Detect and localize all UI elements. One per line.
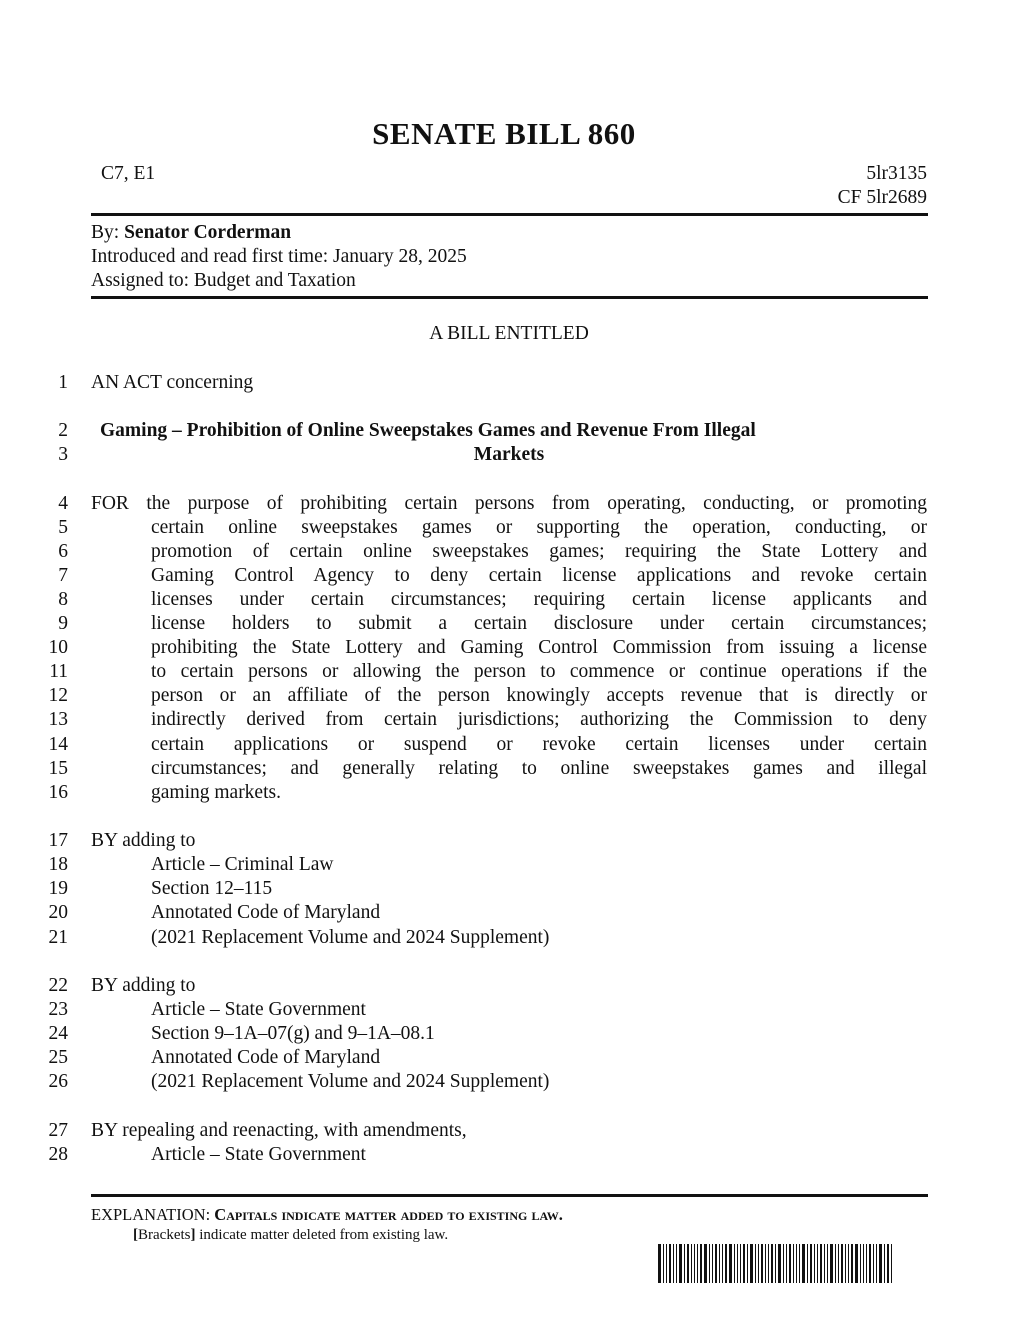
barcode-bar	[879, 1244, 882, 1283]
barcode-bar	[673, 1244, 674, 1283]
line-number: 6	[58, 541, 68, 562]
barcode-bar	[830, 1244, 833, 1283]
barcode-bar	[725, 1244, 727, 1283]
barcode-bar	[697, 1244, 698, 1283]
barcode-bar	[851, 1244, 853, 1283]
barcode	[658, 1244, 904, 1283]
barcode-bar	[884, 1244, 885, 1283]
barcode-bar	[676, 1244, 677, 1283]
bill-title: SENATE BILL 860	[372, 116, 636, 151]
section-item: Section 9–1A–07(g) and 9–1A–08.1	[151, 1023, 435, 1044]
barcode-bar	[775, 1244, 776, 1283]
barcode-bar	[765, 1244, 766, 1283]
barcode-bar	[729, 1244, 732, 1283]
purpose-line: prohibiting the State Lottery and Gaming Control Commission from issuing a license	[151, 637, 927, 658]
barcode-bar	[740, 1244, 741, 1283]
line-number: 26	[48, 1071, 68, 1092]
section-item: Section 12–115	[151, 878, 273, 899]
barcode-bar	[873, 1244, 874, 1283]
brackets-text: indicate matter deleted from existing law.	[195, 1227, 449, 1243]
section-heading: BY adding to	[91, 830, 196, 851]
line-number: 28	[48, 1144, 68, 1165]
line-number: 27	[48, 1120, 68, 1141]
barcode-bar	[747, 1244, 748, 1283]
line-number: 24	[48, 1023, 68, 1044]
section-heading: BY adding to	[91, 975, 196, 996]
section-item: Annotated Code of Maryland	[151, 1047, 381, 1068]
barcode-bar	[715, 1244, 717, 1283]
barcode-bar	[814, 1244, 815, 1283]
barcode-bar	[799, 1244, 800, 1283]
section-item: Article – State Government	[151, 999, 366, 1020]
barcode-bar	[679, 1244, 682, 1283]
barcode-bar	[669, 1244, 671, 1283]
barcode-bar	[722, 1244, 723, 1283]
barcode-bar	[734, 1244, 735, 1283]
barcode-bar	[807, 1244, 808, 1283]
line-number: 14	[48, 734, 68, 755]
line-number: 21	[48, 927, 68, 948]
barcode-bar	[817, 1244, 818, 1283]
line-number: 1	[58, 372, 68, 393]
barcode-bar	[666, 1244, 667, 1283]
barcode-bar	[810, 1244, 812, 1283]
barcode-bar	[827, 1244, 828, 1283]
barcode-bar	[796, 1244, 797, 1283]
section-item: (2021 Replacement Volume and 2024 Supplement)	[151, 927, 550, 948]
assigned-line: Assigned to: Budget and Taxation	[91, 270, 356, 291]
header-rule	[91, 213, 928, 216]
barcode-bar	[841, 1244, 843, 1283]
line-number: 22	[48, 975, 68, 996]
purpose-first-line: FOR the purpose of prohibiting certain persons from operating, conducting, or promoting	[91, 493, 927, 514]
barcode-bar	[838, 1244, 839, 1283]
line-number: 17	[48, 830, 68, 851]
committee-codes: C7, E1	[101, 163, 156, 184]
close-bracket: ]	[190, 1227, 196, 1243]
purpose-line: license holders to submit a certain disclosure under certain circumstances;	[151, 613, 927, 634]
capitals-note: Capitals indicate matter added to existing law.	[214, 1205, 563, 1224]
line-number: 20	[48, 902, 68, 923]
purpose-line: promotion of certain online sweepstakes games; requiring the State Lottery and	[151, 541, 927, 562]
purpose-line: licenses under certain circumstances; requiring certain license applicants and	[151, 589, 927, 610]
barcode-bar	[855, 1244, 858, 1283]
barcode-bar	[876, 1244, 877, 1283]
line-number: 10	[48, 637, 68, 658]
barcode-bar	[866, 1244, 867, 1283]
barcode-bar	[687, 1244, 689, 1283]
purpose-line: certain online sweepstakes games or supporting the operation, conducting, or	[151, 517, 927, 538]
barcode-bar	[786, 1244, 787, 1283]
barcode-bar	[743, 1244, 745, 1283]
line-number: 3	[58, 444, 68, 465]
section-heading: BY repealing and reenacting, with amendments,	[91, 1120, 467, 1141]
section-item: Article – Criminal Law	[151, 854, 334, 875]
barcode-bar	[691, 1244, 692, 1283]
line-number: 9	[58, 613, 68, 634]
line-number: 18	[48, 854, 68, 875]
purpose-line: Gaming Control Agency to deny certain license applications and revoke certain	[151, 565, 927, 586]
barcode-bar	[820, 1244, 822, 1283]
sponsor-rule	[91, 296, 928, 299]
open-bracket: [	[133, 1227, 138, 1243]
line-number: 8	[58, 589, 68, 610]
barcode-bar	[860, 1244, 861, 1283]
line-number: 5	[58, 517, 68, 538]
barcode-bar	[719, 1244, 720, 1283]
barcode-bar	[684, 1244, 685, 1283]
introduced-line: Introduced and read first time: January 28, 2025	[91, 246, 467, 267]
cross-file: CF 5lr2689	[837, 187, 927, 208]
barcode-bar	[704, 1244, 707, 1283]
bill-entitled: A BILL ENTITLED	[429, 323, 589, 344]
bill-id: 5lr3135	[866, 163, 927, 184]
brackets-note	[133, 1227, 448, 1244]
explanation-line	[91, 1205, 563, 1225]
barcode-bar	[758, 1244, 759, 1283]
barcode-bar	[824, 1244, 825, 1283]
barcode-bar	[771, 1244, 773, 1283]
footer-rule	[91, 1194, 928, 1197]
line-number: 12	[48, 685, 68, 706]
sponsor-line	[91, 221, 291, 245]
line-number: 7	[58, 565, 68, 586]
barcode-bar	[789, 1244, 791, 1283]
barcode-bar	[887, 1244, 889, 1283]
line-number: 23	[48, 999, 68, 1020]
barcode-bar	[802, 1244, 805, 1283]
line-number: 25	[48, 1047, 68, 1068]
barcode-bar	[768, 1244, 769, 1283]
section-item: Article – State Government	[151, 1144, 366, 1165]
barcode-bar	[700, 1244, 702, 1283]
purpose-line: indirectly derived from certain jurisdictions; authorizing the Commission to deny	[151, 709, 927, 730]
brackets-word: Brackets	[138, 1227, 191, 1243]
barcode-bar	[869, 1244, 871, 1283]
barcode-bar	[863, 1244, 864, 1283]
barcode-bar	[845, 1244, 846, 1283]
barcode-bar	[835, 1244, 836, 1283]
line-number: 13	[48, 709, 68, 730]
line-number: 16	[48, 782, 68, 803]
line-number: 11	[49, 661, 68, 682]
line-number: 4	[58, 493, 68, 514]
explanation-label: EXPLANATION:	[91, 1205, 211, 1224]
barcode-bar	[761, 1244, 763, 1283]
barcode-bar	[737, 1244, 738, 1283]
barcode-bar	[891, 1244, 892, 1283]
barcode-bar	[793, 1244, 794, 1283]
barcode-bar	[658, 1244, 661, 1283]
barcode-bar	[694, 1244, 695, 1283]
line-number: 2	[58, 420, 68, 441]
barcode-bar	[848, 1244, 849, 1283]
barcode-bar	[750, 1244, 753, 1283]
section-item: Annotated Code of Maryland	[151, 902, 381, 923]
purpose-line: gaming markets.	[151, 782, 281, 803]
barcode-bar	[663, 1244, 664, 1283]
purpose-line: circumstances; and generally relating to online sweepstakes games and illegal	[151, 758, 927, 779]
act-concerning: AN ACT concerning	[91, 372, 254, 393]
purpose-line: certain applications or suspend or revoke certain licenses under certain	[151, 734, 927, 755]
purpose-line: to certain persons or allowing the person to commence or continue operations if the	[151, 661, 927, 682]
barcode-bar	[712, 1244, 713, 1283]
barcode-bar	[778, 1244, 781, 1283]
section-item: (2021 Replacement Volume and 2024 Supplement)	[151, 1071, 550, 1092]
sponsor-name: Senator Corderman	[124, 222, 292, 243]
by-label: By:	[91, 222, 120, 243]
subject-line-2: Markets	[473, 444, 545, 465]
subject-line-1: Gaming – Prohibition of Online Sweepstakes Games and Revenue From Illegal	[100, 420, 756, 441]
barcode-bar	[783, 1244, 784, 1283]
line-number: 15	[48, 758, 68, 779]
line-number: 19	[48, 878, 68, 899]
purpose-line: person or an affiliate of the person knowingly accepts revenue that is directly or	[151, 685, 927, 706]
barcode-bar	[755, 1244, 756, 1283]
barcode-bar	[709, 1244, 710, 1283]
